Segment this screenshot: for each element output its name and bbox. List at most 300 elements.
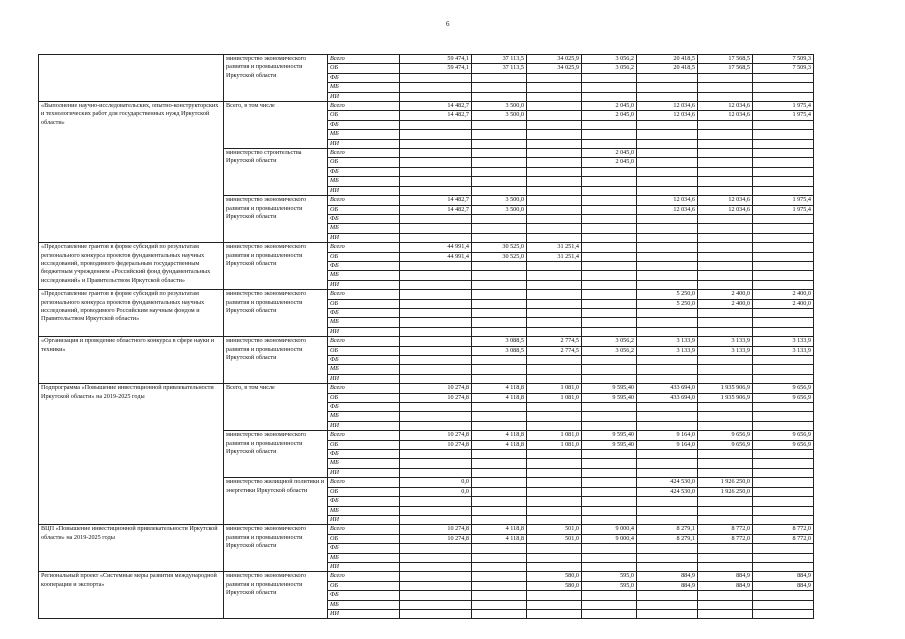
amount-cell <box>527 562 582 571</box>
amount-cell: 10 274,8 <box>400 534 472 543</box>
funding-source-cell: Всего <box>328 572 400 581</box>
amount-cell <box>753 224 814 233</box>
executor-cell: министерство экономического развития и промышленности Иркутской области <box>224 572 328 619</box>
amount-cell: 12 034,6 <box>698 111 753 120</box>
amount-cell: 2 045,0 <box>582 149 637 158</box>
amount-cell <box>582 243 637 252</box>
amount-cell: 0,0 <box>400 487 472 496</box>
amount-cell <box>527 308 582 317</box>
amount-cell: 10 274,8 <box>400 525 472 534</box>
amount-cell: 1 935 906,9 <box>698 384 753 393</box>
amount-cell <box>698 609 753 618</box>
amount-cell <box>698 177 753 186</box>
amount-cell <box>637 365 698 374</box>
amount-cell <box>582 478 637 487</box>
amount-cell <box>472 214 527 223</box>
amount-cell: 14 482,7 <box>400 102 472 111</box>
amount-cell <box>472 487 527 496</box>
amount-cell <box>698 243 753 252</box>
amount-cell <box>753 149 814 158</box>
amount-cell: 59 474,1 <box>400 55 472 64</box>
amount-cell <box>400 581 472 590</box>
amount-cell <box>698 365 753 374</box>
funding-source-cell: ОБ <box>328 487 400 496</box>
amount-cell <box>472 290 527 299</box>
amount-cell <box>582 261 637 270</box>
amount-cell <box>698 544 753 553</box>
amount-cell <box>400 544 472 553</box>
amount-cell <box>527 374 582 383</box>
amount-cell: 3 088,5 <box>472 337 527 346</box>
funding-source-cell: ФБ <box>328 403 400 412</box>
funding-source-cell: ОБ <box>328 440 400 449</box>
amount-cell <box>637 609 698 618</box>
amount-cell: 4 118,8 <box>472 534 527 543</box>
executor-cell: министерство экономического развития и промышленности Иркутской области <box>224 243 328 290</box>
funding-source-cell: ИИ <box>328 186 400 195</box>
amount-cell: 34 025,9 <box>527 55 582 64</box>
amount-cell <box>472 167 527 176</box>
funding-source-cell: ИИ <box>328 233 400 242</box>
amount-cell <box>582 450 637 459</box>
amount-cell <box>698 412 753 421</box>
amount-cell: 884,9 <box>753 572 814 581</box>
funding-source-cell: Всего <box>328 384 400 393</box>
amount-cell <box>527 497 582 506</box>
amount-cell: 1 081,0 <box>527 384 582 393</box>
amount-cell: 30 525,0 <box>472 243 527 252</box>
amount-cell <box>527 515 582 524</box>
amount-cell: 8 279,1 <box>637 525 698 534</box>
amount-cell: 14 482,7 <box>400 205 472 214</box>
amount-cell: 8 772,0 <box>698 534 753 543</box>
funding-source-cell: Всего <box>328 243 400 252</box>
amount-cell <box>472 572 527 581</box>
amount-cell <box>582 506 637 515</box>
amount-cell <box>400 412 472 421</box>
amount-cell <box>582 167 637 176</box>
amount-cell <box>400 73 472 82</box>
amount-cell <box>527 233 582 242</box>
amount-cell <box>582 205 637 214</box>
funding-source-cell: МБ <box>328 318 400 327</box>
amount-cell <box>472 308 527 317</box>
amount-cell <box>400 421 472 430</box>
funding-source-cell: Всего <box>328 431 400 440</box>
amount-cell <box>637 403 698 412</box>
table-row <box>39 243 814 252</box>
amount-cell <box>637 506 698 515</box>
amount-cell: 8 279,1 <box>637 534 698 543</box>
amount-cell <box>527 544 582 553</box>
amount-cell <box>582 120 637 129</box>
amount-cell <box>400 374 472 383</box>
amount-cell: 9 656,9 <box>698 440 753 449</box>
amount-cell <box>400 139 472 148</box>
amount-cell <box>582 421 637 430</box>
funding-source-cell: ОБ <box>328 64 400 73</box>
amount-cell <box>637 177 698 186</box>
amount-cell <box>753 308 814 317</box>
amount-cell <box>527 478 582 487</box>
table-row <box>39 572 814 581</box>
amount-cell <box>582 374 637 383</box>
amount-cell <box>753 243 814 252</box>
funding-source-cell: ФБ <box>328 120 400 129</box>
amount-cell: 9 656,9 <box>753 384 814 393</box>
amount-cell <box>637 318 698 327</box>
amount-cell: 4 118,8 <box>472 525 527 534</box>
amount-cell <box>472 130 527 139</box>
amount-cell <box>582 497 637 506</box>
amount-cell <box>472 327 527 336</box>
amount-cell <box>637 167 698 176</box>
amount-cell: 3 133,9 <box>637 337 698 346</box>
funding-source-cell: ОБ <box>328 346 400 355</box>
amount-cell: 12 034,6 <box>637 196 698 205</box>
amount-cell: 3 056,2 <box>582 337 637 346</box>
amount-cell <box>582 290 637 299</box>
amount-cell <box>637 459 698 468</box>
amount-cell <box>698 158 753 167</box>
amount-cell <box>698 497 753 506</box>
amount-cell <box>582 515 637 524</box>
funding-source-cell: ИИ <box>328 515 400 524</box>
amount-cell: 884,9 <box>698 572 753 581</box>
activity-name-cell: «Выполнение научно-исследовательских, опытно-конструкторских и технологических работ для государственных нужд Иркутской области» <box>39 102 224 243</box>
amount-cell: 595,0 <box>582 581 637 590</box>
amount-cell: 5 250,0 <box>637 299 698 308</box>
funding-source-cell: ИИ <box>328 609 400 618</box>
amount-cell <box>753 544 814 553</box>
activity-name-cell: ВЦП «Повышение инвестиционной привлекательности Иркутской области» на 2019-2025 годы <box>39 525 224 572</box>
amount-cell <box>753 73 814 82</box>
amount-cell <box>698 261 753 270</box>
amount-cell <box>753 130 814 139</box>
amount-cell: 2 045,0 <box>582 158 637 167</box>
funding-source-cell: МБ <box>328 412 400 421</box>
amount-cell <box>472 553 527 562</box>
amount-cell <box>637 468 698 477</box>
amount-cell <box>698 468 753 477</box>
amount-cell <box>637 544 698 553</box>
amount-cell: 9 656,9 <box>698 431 753 440</box>
amount-cell: 595,0 <box>582 572 637 581</box>
amount-cell: 1 081,0 <box>527 440 582 449</box>
amount-cell: 3 056,2 <box>582 55 637 64</box>
amount-cell: 9 000,4 <box>582 525 637 534</box>
funding-source-cell: ИИ <box>328 562 400 571</box>
amount-cell: 14 482,7 <box>400 196 472 205</box>
amount-cell: 4 118,8 <box>472 431 527 440</box>
amount-cell: 2 400,0 <box>753 290 814 299</box>
activity-name-cell: Региональный проект «Системные меры развития международной кооперации и экспорта» <box>39 572 224 619</box>
amount-cell <box>753 252 814 261</box>
amount-cell: 17 568,5 <box>698 64 753 73</box>
amount-cell <box>400 214 472 223</box>
amount-cell <box>753 158 814 167</box>
amount-cell <box>637 562 698 571</box>
amount-cell <box>400 177 472 186</box>
amount-cell <box>527 102 582 111</box>
amount-cell <box>472 544 527 553</box>
amount-cell <box>698 271 753 280</box>
amount-cell <box>472 374 527 383</box>
amount-cell <box>400 271 472 280</box>
amount-cell <box>698 73 753 82</box>
amount-cell <box>472 562 527 571</box>
funding-source-cell: ОБ <box>328 205 400 214</box>
amount-cell <box>637 243 698 252</box>
amount-cell: 12 034,6 <box>637 205 698 214</box>
amount-cell <box>582 252 637 261</box>
amount-cell: 3 133,9 <box>698 337 753 346</box>
amount-cell: 2 400,0 <box>753 299 814 308</box>
amount-cell <box>472 591 527 600</box>
amount-cell: 31 251,4 <box>527 243 582 252</box>
amount-cell <box>753 374 814 383</box>
amount-cell <box>753 318 814 327</box>
amount-cell <box>472 459 527 468</box>
amount-cell <box>637 591 698 600</box>
funding-source-cell: ФБ <box>328 497 400 506</box>
amount-cell: 580,0 <box>527 581 582 590</box>
amount-cell <box>637 421 698 430</box>
amount-cell <box>637 139 698 148</box>
amount-cell: 501,0 <box>527 525 582 534</box>
amount-cell <box>400 356 472 365</box>
amount-cell: 9 595,40 <box>582 440 637 449</box>
amount-cell: 2 774,5 <box>527 337 582 346</box>
amount-cell <box>527 120 582 129</box>
amount-cell <box>698 327 753 336</box>
funding-source-cell: МБ <box>328 553 400 562</box>
amount-cell: 8 772,0 <box>753 534 814 543</box>
amount-cell <box>582 73 637 82</box>
amount-cell <box>698 506 753 515</box>
amount-cell <box>637 412 698 421</box>
amount-cell <box>400 553 472 562</box>
amount-cell: 44 991,4 <box>400 252 472 261</box>
executor-cell: министерство экономического развития и промышленности Иркутской области <box>224 55 328 102</box>
amount-cell: 10 274,8 <box>400 440 472 449</box>
amount-cell <box>582 130 637 139</box>
amount-cell: 3 056,2 <box>582 64 637 73</box>
amount-cell <box>527 403 582 412</box>
funding-source-cell: ОБ <box>328 581 400 590</box>
amount-cell <box>472 186 527 195</box>
amount-cell <box>637 83 698 92</box>
amount-cell: 3 500,0 <box>472 102 527 111</box>
amount-cell <box>527 421 582 430</box>
amount-cell <box>527 468 582 477</box>
amount-cell <box>472 450 527 459</box>
amount-cell <box>637 261 698 270</box>
amount-cell <box>637 224 698 233</box>
amount-cell: 30 525,0 <box>472 252 527 261</box>
amount-cell <box>400 280 472 289</box>
amount-cell: 1 926 250,0 <box>698 478 753 487</box>
amount-cell: 4 118,8 <box>472 384 527 393</box>
funding-source-cell: ИИ <box>328 468 400 477</box>
funding-source-cell: МБ <box>328 506 400 515</box>
amount-cell <box>753 421 814 430</box>
amount-cell <box>753 412 814 421</box>
amount-cell <box>582 327 637 336</box>
amount-cell: 884,9 <box>698 581 753 590</box>
table-row <box>39 525 814 534</box>
funding-source-cell: Всего <box>328 478 400 487</box>
amount-cell <box>527 186 582 195</box>
funding-source-cell: ОБ <box>328 393 400 402</box>
amount-cell <box>582 280 637 289</box>
amount-cell <box>698 591 753 600</box>
amount-cell <box>698 403 753 412</box>
amount-cell <box>698 149 753 158</box>
funding-table <box>38 54 814 619</box>
amount-cell <box>472 356 527 365</box>
amount-cell <box>472 581 527 590</box>
funding-source-cell: Всего <box>328 525 400 534</box>
amount-cell <box>582 553 637 562</box>
amount-cell <box>698 130 753 139</box>
amount-cell <box>472 421 527 430</box>
amount-cell: 9 595,40 <box>582 393 637 402</box>
amount-cell <box>472 261 527 270</box>
amount-cell <box>637 600 698 609</box>
amount-cell <box>527 83 582 92</box>
amount-cell <box>698 450 753 459</box>
executor-cell: министерство жилищной политики и энергетики Иркутской области <box>224 478 328 525</box>
amount-cell <box>582 214 637 223</box>
executor-cell: министерство экономического развития и промышленности Иркутской области <box>224 431 328 478</box>
funding-table-body <box>39 55 814 619</box>
amount-cell <box>400 167 472 176</box>
amount-cell <box>527 139 582 148</box>
amount-cell <box>698 562 753 571</box>
amount-cell <box>400 515 472 524</box>
amount-cell <box>753 403 814 412</box>
amount-cell <box>400 186 472 195</box>
amount-cell <box>472 73 527 82</box>
amount-cell <box>472 497 527 506</box>
amount-cell <box>400 609 472 618</box>
amount-cell <box>753 506 814 515</box>
amount-cell <box>527 149 582 158</box>
amount-cell <box>472 149 527 158</box>
amount-cell <box>472 83 527 92</box>
amount-cell <box>698 224 753 233</box>
amount-cell <box>527 205 582 214</box>
amount-cell: 1 975,4 <box>753 196 814 205</box>
funding-source-cell: ИИ <box>328 280 400 289</box>
amount-cell <box>400 224 472 233</box>
executor-cell: министерство экономического развития и промышленности Иркутской области <box>224 290 328 337</box>
amount-cell <box>527 214 582 223</box>
amount-cell: 2 045,0 <box>582 111 637 120</box>
amount-cell <box>698 120 753 129</box>
amount-cell <box>753 459 814 468</box>
amount-cell <box>698 374 753 383</box>
amount-cell <box>527 591 582 600</box>
amount-cell: 7 509,3 <box>753 64 814 73</box>
amount-cell <box>637 450 698 459</box>
amount-cell <box>472 299 527 308</box>
funding-source-cell: ФБ <box>328 73 400 82</box>
amount-cell <box>753 120 814 129</box>
amount-cell <box>753 327 814 336</box>
amount-cell: 14 482,7 <box>400 111 472 120</box>
amount-cell <box>472 318 527 327</box>
amount-cell <box>400 459 472 468</box>
amount-cell <box>472 177 527 186</box>
amount-cell <box>753 365 814 374</box>
amount-cell: 9 595,40 <box>582 384 637 393</box>
funding-source-cell: ФБ <box>328 167 400 176</box>
amount-cell <box>582 318 637 327</box>
amount-cell: 884,9 <box>753 581 814 590</box>
amount-cell <box>582 459 637 468</box>
amount-cell: 9 595,40 <box>582 431 637 440</box>
amount-cell <box>472 468 527 477</box>
amount-cell: 8 772,0 <box>698 525 753 534</box>
amount-cell: 37 113,5 <box>472 55 527 64</box>
funding-source-cell: ФБ <box>328 544 400 553</box>
amount-cell <box>582 562 637 571</box>
amount-cell <box>637 186 698 195</box>
amount-cell <box>400 468 472 477</box>
amount-cell <box>637 149 698 158</box>
amount-cell <box>472 158 527 167</box>
amount-cell <box>753 167 814 176</box>
amount-cell <box>698 139 753 148</box>
amount-cell <box>637 233 698 242</box>
amount-cell <box>527 271 582 280</box>
amount-cell: 424 530,0 <box>637 478 698 487</box>
executor-cell: министерство экономического развития и промышленности Иркутской области <box>224 525 328 572</box>
amount-cell <box>527 327 582 336</box>
amount-cell <box>472 515 527 524</box>
amount-cell <box>637 92 698 101</box>
amount-cell: 9 164,0 <box>637 431 698 440</box>
amount-cell <box>472 478 527 487</box>
amount-cell <box>753 233 814 242</box>
amount-cell: 884,9 <box>637 581 698 590</box>
amount-cell <box>527 356 582 365</box>
amount-cell: 34 025,9 <box>527 64 582 73</box>
amount-cell <box>527 412 582 421</box>
funding-source-cell: МБ <box>328 130 400 139</box>
amount-cell <box>698 83 753 92</box>
amount-cell <box>527 299 582 308</box>
amount-cell: 2 400,0 <box>698 299 753 308</box>
amount-cell <box>527 73 582 82</box>
table-row <box>39 102 814 111</box>
amount-cell <box>753 139 814 148</box>
funding-source-cell: МБ <box>328 177 400 186</box>
amount-cell <box>582 403 637 412</box>
funding-source-cell: ИИ <box>328 421 400 430</box>
amount-cell <box>527 111 582 120</box>
amount-cell: 10 274,8 <box>400 384 472 393</box>
amount-cell: 3 088,5 <box>472 346 527 355</box>
activity-name-cell: «Предоставление грантов в форме субсидий по результатам регионального конкурса проектов фундаментальных научных исследований, проводимого федеральным государственным бюджетным учреждением «Российский фонд фундаментальных исследований» и Правительством Иркутской области» <box>39 243 224 290</box>
amount-cell <box>400 261 472 270</box>
amount-cell: 7 509,3 <box>753 55 814 64</box>
amount-cell <box>753 562 814 571</box>
funding-source-cell: ОБ <box>328 299 400 308</box>
amount-cell <box>582 468 637 477</box>
